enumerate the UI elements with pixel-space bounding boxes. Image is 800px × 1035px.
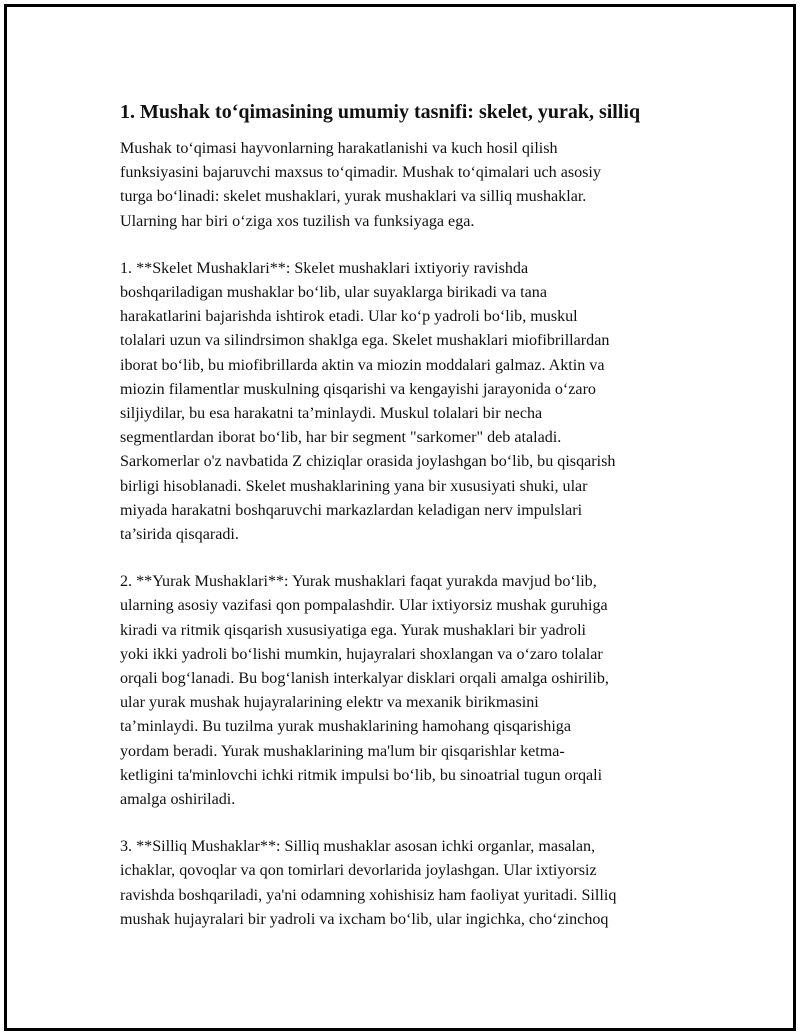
- section-title: 1. Mushak to‘qimasining umumiy tasnifi: skelet, yurak, silliq: [120, 101, 641, 123]
- paragraph-2: [120, 257, 695, 547]
- document-page: [4, 4, 796, 1031]
- text-line: amalga oshiriladi.: [120, 791, 236, 809]
- text-line: turga bo‘linadi: skelet mushaklari, yurak mushaklari va silliq mushaklar.: [120, 188, 587, 206]
- text-line: ichaklar, qovoqlar va qon tomirlari devorlarida joylashgan. Ular ixtiyorsiz: [120, 862, 597, 880]
- text-line: Ularning har biri o‘ziga xos tuzilish va funksiyaga ega.: [120, 212, 475, 230]
- text-line: mushak hujayralari bir yadroli va ixcham bo‘lib, ular ingichka, cho‘zinchoq: [120, 910, 609, 928]
- paragraph-3: [120, 570, 695, 812]
- document-body: [120, 99, 695, 955]
- text-line: yordam beradi. Yurak mushaklarining ma'lum bir qisqarishlar ketma-: [120, 742, 565, 760]
- text-line: orqali bog‘lanadi. Bu bog‘lanish interkalyar disklari orqali amalga oshirilib,: [120, 670, 609, 688]
- text-line: ularning asosiy vazifasi qon pompalashdir. Ular ixtiyorsiz mushak guruhiga: [120, 597, 608, 615]
- text-line: Sarkomerlar o'z navbatida Z chiziqlar orasida joylashgan bo‘lib, bu qisqarish: [120, 453, 616, 471]
- text-line: ketligini ta'minlovchi ichki ritmik impulsi bo‘lib, bu sinoatrial tugun orqali: [120, 766, 603, 784]
- text-line: 2. **Yurak Mushaklari**: Yurak mushaklari faqat yurakda mavjud bo‘lib,: [120, 573, 597, 591]
- text-line: ravishda boshqariladi, ya'ni odamning xohishisiz ham faoliyat yuritadi. Silliq: [120, 886, 617, 904]
- text-line: iborat bo‘lib, bu miofibrillarda aktin va miozin moddalari galmaz. Aktin va: [120, 356, 605, 374]
- text-line: 3. **Silliq Mushaklar**: Silliq mushaklar asosan ichki organlar, masalan,: [120, 838, 596, 856]
- text-line: yoki ikki yadroli bo‘lishi mumkin, hujayralari shoxlangan va o‘zaro tolalar: [120, 645, 603, 663]
- text-line: 1. **Skelet Mushaklari**: Skelet mushaklari ixtiyoriy ravishda: [120, 259, 529, 277]
- text-line: funksiyasini bajaruvchi maxsus to‘qimadir. Mushak to‘qimalari uch asosiy: [120, 164, 601, 182]
- text-line: miozin filamentlar muskulning qisqarishi va kengayishi jarayonida o‘zaro: [120, 380, 596, 398]
- text-line: kiradi va ritmik qisqarish xususiyatiga ega. Yurak mushaklari bir yadroli: [120, 621, 587, 639]
- paragraph-1: [120, 137, 695, 234]
- text-line: boshqariladigan mushaklar bo‘lib, ular suyaklarga birikadi va tana: [120, 284, 547, 302]
- text-line: ta’sirida qisqaradi.: [120, 526, 239, 544]
- text-line: tolalari uzun va silindrsimon shaklga ega. Skelet mushaklari miofibrillardan: [120, 332, 610, 350]
- text-line: Mushak to‘qimasi hayvonlarning harakatlanishi va kuch hosil qilish: [120, 140, 558, 157]
- text-line: birligi hisoblanadi. Skelet mushaklarining yana bir xususiyati shuki, ular: [120, 477, 588, 495]
- text-line: segmentlardan iborat bo‘lib, har bir segment "sarkomer" deb ataladi.: [120, 429, 562, 447]
- paragraphs-container: [120, 137, 695, 932]
- text-line: ta’minlaydi. Bu tuzilma yurak mushaklarining hamohang qisqarishiga: [120, 718, 571, 736]
- paragraph-4: [120, 835, 695, 932]
- text-line: siljiydilar, bu esa harakatni ta’minlaydi. Muskul tolalari bir necha: [120, 405, 543, 423]
- text-line: harakatlarini bajarishda ishtirok etadi. Ular ko‘p yadroli bo‘lib, muskul: [120, 308, 578, 326]
- text-line: miyada harakatni boshqaruvchi markazlardan keladigan nerv impulslari: [120, 501, 583, 519]
- text-line: ular yurak mushak hujayralarining elektr va mexanik birikmasini: [120, 694, 539, 712]
